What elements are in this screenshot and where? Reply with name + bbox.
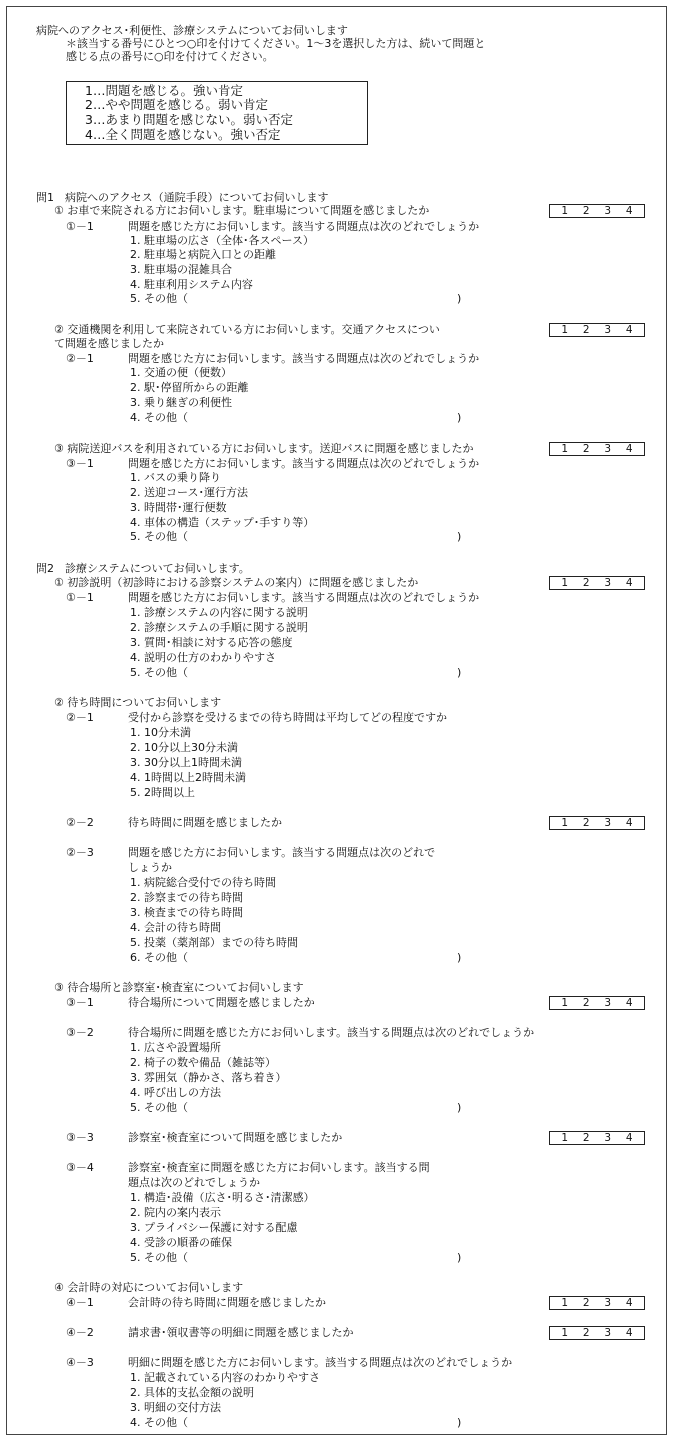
sub-question-number: ③－3 [66,1131,94,1144]
rating-option[interactable]: 2 [582,205,590,217]
sub-question-text: 請求書･領収書等の明細に問題を感じましたか [128,1326,354,1339]
rating-option[interactable]: 1 [561,1132,569,1144]
close-paren: ) [457,666,462,679]
rating-option[interactable]: 4 [625,577,633,589]
option-item[interactable]: 3. 時間帯･運行便数 [130,501,227,514]
close-paren: ) [457,530,462,543]
sub-question-number: ②－1 [66,352,94,365]
rating-scale[interactable] [549,442,645,456]
sub-question-number: ①－1 [66,591,94,604]
question-title: 問2 診療システムについてお伺いします。 [36,562,250,575]
close-paren: ) [457,1251,462,1264]
sub-question-number: ③－1 [66,457,94,470]
rating-option[interactable]: 4 [625,997,633,1009]
option-item[interactable]: 1. 記載されている内容のわかりやすさ [130,1371,320,1384]
option-item[interactable]: 4. 1時間以上2時間未満 [130,771,246,784]
legend-item: 1…問題を感じる。強い肯定 [85,83,243,98]
option-item[interactable]: 4. 受診の順番の確保 [130,1236,232,1249]
option-item[interactable]: 1. 交通の便（便数） [130,366,232,379]
rating-option[interactable]: 3 [604,1327,612,1339]
rating-option[interactable]: 1 [561,205,569,217]
sub-question-text: 待合場所について問題を感じましたか [128,996,315,1009]
option-item[interactable]: 2. 駅･停留所からの距離 [130,381,249,394]
option-item-other[interactable]: 5. その他（ [130,1251,188,1264]
question-text: ② 待ち時間についてお伺いします [54,696,222,709]
sub-question-text: 問題を感じた方にお伺いします。該当する問題点は次のどれで [128,846,436,859]
option-item[interactable]: 2. 駐車場と病院入口との距離 [130,248,276,261]
option-item[interactable]: 1. 駐車場の広さ（全体･各スペース） [130,234,314,247]
sub-question-number: ②－1 [66,711,94,724]
sub-question-number: ③－4 [66,1161,94,1174]
close-paren: ) [457,292,462,305]
rating-option[interactable]: 2 [582,1297,590,1309]
sub-question-text: 問題を感じた方にお伺いします。該当する問題点は次のどれでしょうか [128,591,480,604]
option-item[interactable]: 1. 構造･設備（広さ･明るさ･清潔感） [130,1191,315,1204]
rating-scale[interactable] [549,1131,645,1145]
rating-option[interactable]: 1 [561,324,569,336]
sub-question-text: 診察室･検査室に問題を感じた方にお伺いします。該当する問 [128,1161,430,1174]
rating-option[interactable]: 1 [561,997,569,1009]
option-item[interactable]: 3. 駐車場の混雑具合 [130,263,232,276]
sub-question-text: 待ち時間に問題を感じましたか [128,816,282,829]
option-item-other[interactable]: 5. その他（ [130,1101,188,1114]
option-item[interactable]: 2. 院内の案内表示 [130,1206,221,1219]
sub-question-number: ②－2 [66,816,94,829]
sub-question-number: ④－1 [66,1296,94,1309]
close-paren: ) [457,411,462,424]
option-item[interactable]: 4. 駐車利用システム内容 [130,278,253,291]
option-item[interactable]: 2. 椅子の数や備品（雑誌等） [130,1056,276,1069]
sub-question-text: 問題を感じた方にお伺いします。該当する問題点は次のどれでしょうか [128,457,480,470]
option-item-other[interactable]: 4. その他（ [130,411,188,424]
legend-item: 3…あまり問題を感じない。弱い否定 [85,112,293,127]
question-title: 問1 病院へのアクセス（通院手段）についてお伺いします [36,191,329,204]
question-text: て問題を感じましたか [54,337,164,350]
rating-option[interactable]: 2 [582,997,590,1009]
option-item[interactable]: 2. 送迎コース･運行方法 [130,486,248,499]
sub-question-number: ②－3 [66,846,94,859]
rating-option[interactable]: 2 [582,577,590,589]
question-text: ④ 会計時の対応についてお伺いします [54,1281,244,1294]
option-item[interactable]: 1. 広さや設置場所 [130,1041,221,1054]
option-item[interactable]: 5. 2時間以上 [130,786,195,799]
rating-scale[interactable] [549,323,645,337]
rating-option[interactable]: 4 [625,1327,633,1339]
rating-option[interactable]: 3 [604,205,612,217]
sub-question-text: 問題を感じた方にお伺いします。該当する問題点は次のどれでしょうか [128,352,480,365]
option-item[interactable]: 2. 10分以上30分未満 [130,741,238,754]
option-item[interactable]: 4. 呼び出しの方法 [130,1086,221,1099]
option-item-other[interactable]: 4. その他（ [130,1416,188,1429]
rating-scale[interactable] [549,204,645,218]
option-item[interactable]: 5. 投薬（薬剤部）までの待ち時間 [130,936,298,949]
sub-question-text: 待合場所に問題を感じた方にお伺いします。該当する問題点は次のどれでしょうか [128,1026,535,1039]
rating-option[interactable]: 3 [604,1297,612,1309]
rating-option[interactable]: 4 [625,1132,633,1144]
option-item[interactable]: 4. 説明の仕方のわかりやすさ [130,651,276,664]
option-item[interactable]: 1. 病院総合受付での待ち時間 [130,876,276,889]
rating-option[interactable]: 2 [582,1327,590,1339]
sub-question-number: ①－1 [66,220,94,233]
sub-question-number: ③－1 [66,996,94,1009]
option-item[interactable]: 1. バスの乗り降り [130,471,221,484]
legend-item: 4…全く問題を感じない。強い否定 [85,127,281,142]
rating-scale[interactable] [549,816,645,830]
sub-question-text: 受付から診察を受けるまでの待ち時間は平均してどの程度ですか [128,711,447,724]
sub-question-number: ④－2 [66,1326,94,1339]
sub-question-number: ④－3 [66,1356,94,1369]
rating-option[interactable]: 4 [625,817,633,829]
option-item-other[interactable]: 5. その他（ [130,292,188,305]
rating-option[interactable]: 3 [604,443,612,455]
legend-item: 2…やや問題を感じる。弱い肯定 [85,97,268,112]
rating-option[interactable]: 2 [582,443,590,455]
option-item[interactable]: 3. 30分以上1時間未満 [130,756,242,769]
intro-instruction: ＊該当する番号にひとつ○印を付けてください。1～3を選択した方は、続いて問題と [66,37,486,50]
option-item[interactable]: 2. 診療システムの手順に関する説明 [130,621,308,634]
rating-option[interactable]: 2 [582,1132,590,1144]
sub-question-text: 診察室･検査室について問題を感じましたか [128,1131,343,1144]
close-paren: ) [457,1101,462,1114]
question-text: ① 初診説明（初診時における診察システムの案内）に問題を感じましたか [54,576,419,589]
sub-question-text: 問題を感じた方にお伺いします。該当する問題点は次のどれでしょうか [128,220,480,233]
option-item[interactable]: 3. 質問･相談に対する応答の態度 [130,636,293,649]
rating-option[interactable]: 3 [604,817,612,829]
rating-option[interactable]: 1 [561,1297,569,1309]
option-item[interactable]: 4. 会計の待ち時間 [130,921,221,934]
rating-option[interactable]: 1 [561,1327,569,1339]
intro-instruction: 感じる点の番号に○印を付けてください。 [66,50,274,63]
rating-option[interactable]: 3 [604,324,612,336]
option-item[interactable]: 1. 診療システムの内容に関する説明 [130,606,308,619]
rating-scale[interactable] [549,1326,645,1340]
sub-question-text: 題点は次のどれでしょうか [128,1176,260,1189]
option-item[interactable]: 2. 診察までの待ち時間 [130,891,243,904]
rating-option[interactable]: 4 [625,324,633,336]
sub-question-text: しょうか [128,861,172,874]
rating-option[interactable]: 3 [604,577,612,589]
option-item[interactable]: 2. 具体的支払金額の説明 [130,1386,254,1399]
rating-option[interactable]: 4 [625,443,633,455]
close-paren: ) [457,951,462,964]
option-item[interactable]: 3. 雰囲気（静かさ、落ち着き） [130,1071,287,1084]
rating-option[interactable]: 4 [625,1297,633,1309]
rating-option[interactable]: 2 [582,817,590,829]
option-item-other[interactable]: 6. その他（ [130,951,188,964]
rating-option[interactable]: 1 [561,817,569,829]
question-text: ③ 病院送迎バスを利用されている方にお伺いします。送迎バスに問題を感じましたか [54,442,474,455]
rating-option[interactable]: 4 [625,205,633,217]
rating-scale[interactable] [549,1296,645,1310]
rating-option[interactable]: 2 [582,324,590,336]
sub-question-number: ③－2 [66,1026,94,1039]
intro-line: 病院へのアクセス･利便性、診療システムについてお伺いします [36,24,348,37]
option-item-other[interactable]: 5. その他（ [130,530,188,543]
rating-scale[interactable] [549,576,645,590]
answer-legend-box [66,81,368,145]
option-item[interactable]: 3. 明細の交付方法 [130,1401,221,1414]
close-paren: ) [457,1416,462,1429]
option-item[interactable]: 1. 10分未満 [130,726,191,739]
rating-scale[interactable] [549,996,645,1010]
option-item[interactable]: 3. 乗り継ぎの利便性 [130,396,232,409]
option-item[interactable]: 4. 車体の構造（ステップ･手すり等） [130,516,315,529]
rating-option[interactable]: 1 [561,443,569,455]
option-item[interactable]: 3. 検査までの待ち時間 [130,906,243,919]
rating-option[interactable]: 1 [561,577,569,589]
question-text: ③ 待合場所と診察室･検査室についてお伺いします [54,981,304,994]
question-text: ① お車で来院される方にお伺いします。駐車場について問題を感じましたか [54,204,430,217]
question-text: ② 交通機関を利用して来院されている方にお伺いします。交通アクセスについ [54,323,440,336]
sub-question-text: 会計時の待ち時間に問題を感じましたか [128,1296,326,1309]
option-item[interactable]: 3. プライバシー保護に対する配慮 [130,1221,298,1234]
sub-question-text: 明細に問題を感じた方にお伺いします。該当する問題点は次のどれでしょうか [128,1356,513,1369]
option-item-other[interactable]: 5. その他（ [130,666,188,679]
rating-option[interactable]: 3 [604,997,612,1009]
rating-option[interactable]: 3 [604,1132,612,1144]
